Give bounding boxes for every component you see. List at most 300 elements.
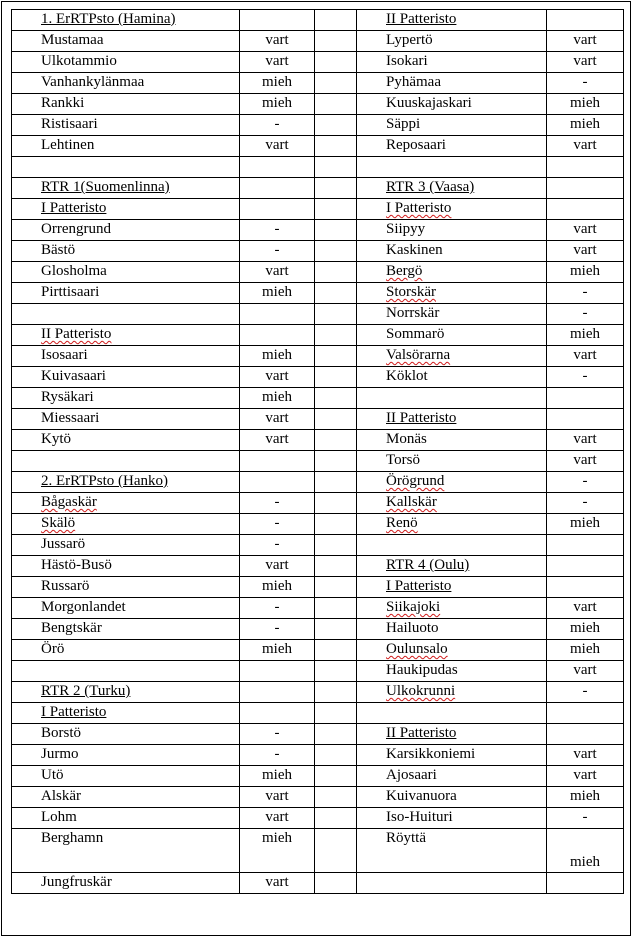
left-status-cell xyxy=(240,220,315,241)
right-status-cell xyxy=(547,136,624,157)
left-name-cell xyxy=(12,430,240,451)
table-row xyxy=(12,682,624,703)
left-status-cell xyxy=(240,10,315,31)
left-location-name: Ristisaari xyxy=(41,116,98,132)
left-status-cell xyxy=(240,241,315,262)
right-name-cell xyxy=(357,325,547,346)
left-status-cell xyxy=(240,31,315,52)
table-row xyxy=(12,409,624,430)
right-location-name: Lypertö xyxy=(386,32,433,48)
right-name-cell xyxy=(357,535,547,556)
right-status-cell xyxy=(547,535,624,556)
table-row xyxy=(12,346,624,367)
left-status-value: mieh xyxy=(262,284,292,300)
spacer-cell xyxy=(315,388,357,409)
spacer-cell xyxy=(315,873,357,894)
left-location-name: Jurmo xyxy=(41,746,79,762)
right-name-cell xyxy=(357,577,547,598)
left-status-value: mieh xyxy=(262,767,292,783)
spacer-cell xyxy=(315,52,357,73)
table-row xyxy=(12,598,624,619)
left-location-name: Glosholma xyxy=(41,263,107,279)
right-location-name: Bergö xyxy=(386,263,423,279)
left-section-heading: II Patteristo xyxy=(41,326,112,342)
spacer-cell xyxy=(315,766,357,787)
right-name-cell xyxy=(357,430,547,451)
spacer-cell xyxy=(315,115,357,136)
left-name-cell xyxy=(12,409,240,430)
spacer-cell xyxy=(315,703,357,724)
spacer-cell xyxy=(315,598,357,619)
spacer-cell xyxy=(315,472,357,493)
right-status-value: mieh xyxy=(570,620,600,636)
left-location-name: Skälö xyxy=(41,515,76,531)
left-status-value: - xyxy=(274,599,280,615)
right-status-value: - xyxy=(582,74,588,90)
left-status-cell xyxy=(240,829,315,873)
left-location-name: Örö xyxy=(41,641,65,657)
right-name-cell xyxy=(357,766,547,787)
right-status-cell xyxy=(547,472,624,493)
right-location-name: Kuuskajaskari xyxy=(386,95,472,111)
left-name-cell xyxy=(12,94,240,115)
left-name-cell xyxy=(12,451,240,472)
right-status-value: vart xyxy=(573,242,597,258)
spacer-cell xyxy=(315,304,357,325)
left-status-value: - xyxy=(274,725,280,741)
left-status-cell xyxy=(240,115,315,136)
left-name-cell xyxy=(12,556,240,577)
table-row xyxy=(12,304,624,325)
spacer-cell xyxy=(315,73,357,94)
left-status-cell xyxy=(240,430,315,451)
spacer-cell xyxy=(315,157,357,178)
left-status-cell xyxy=(240,451,315,472)
left-name-cell xyxy=(12,136,240,157)
right-status-cell xyxy=(547,346,624,367)
table-row xyxy=(12,262,624,283)
right-status-cell xyxy=(547,388,624,409)
left-section-heading: RTR 1(Suomenlinna) xyxy=(41,179,170,195)
left-name-cell xyxy=(12,493,240,514)
right-location-name: Kuivanuora xyxy=(386,788,457,804)
left-name-cell xyxy=(12,304,240,325)
spacer-cell xyxy=(315,619,357,640)
right-status-cell xyxy=(547,73,624,94)
right-location-name: Röyttä xyxy=(386,830,426,846)
table-row xyxy=(12,640,624,661)
right-name-cell xyxy=(357,367,547,388)
left-status-value: - xyxy=(274,746,280,762)
right-name-cell xyxy=(357,829,547,873)
right-status-value: mieh xyxy=(570,263,600,279)
spacer-cell xyxy=(315,556,357,577)
right-location-name: Ulkokrunni xyxy=(386,683,456,699)
left-name-cell xyxy=(12,199,240,220)
right-status-cell xyxy=(547,430,624,451)
table-row xyxy=(12,178,624,199)
right-status-cell xyxy=(547,409,624,430)
spacer-cell xyxy=(315,787,357,808)
right-location-name: Hailuoto xyxy=(386,620,439,636)
right-name-cell xyxy=(357,409,547,430)
right-name-cell xyxy=(357,220,547,241)
spacer-cell xyxy=(315,346,357,367)
left-location-name: Orrengrund xyxy=(41,221,111,237)
left-status-cell xyxy=(240,136,315,157)
table-row xyxy=(12,220,624,241)
left-name-cell xyxy=(12,873,240,894)
right-status-value: mieh xyxy=(570,515,600,531)
right-name-cell xyxy=(357,873,547,894)
right-status-value: vart xyxy=(573,347,597,363)
table-row xyxy=(12,451,624,472)
right-name-cell xyxy=(357,619,547,640)
left-name-cell xyxy=(12,808,240,829)
left-name-cell xyxy=(12,157,240,178)
left-location-name: Bengtskär xyxy=(41,620,102,636)
left-location-name: Hästö-Busö xyxy=(41,557,112,573)
right-section-heading: II Patteristo xyxy=(386,725,457,741)
right-status-cell xyxy=(547,220,624,241)
left-status-value: vart xyxy=(265,137,289,153)
spacer-cell xyxy=(315,220,357,241)
right-name-cell xyxy=(357,787,547,808)
left-location-name: Alskär xyxy=(41,788,81,804)
spacer-cell xyxy=(315,10,357,31)
fortress-battery-table xyxy=(11,9,624,894)
right-status-cell xyxy=(547,367,624,388)
right-status-cell xyxy=(547,598,624,619)
left-name-cell xyxy=(12,619,240,640)
left-status-cell xyxy=(240,556,315,577)
right-status-value: mieh xyxy=(570,641,600,657)
table-row xyxy=(12,31,624,52)
right-section-heading: II Patteristo xyxy=(386,410,457,426)
right-name-cell xyxy=(357,283,547,304)
left-name-cell xyxy=(12,220,240,241)
left-location-name: Bästö xyxy=(41,242,76,258)
right-status-cell xyxy=(547,703,624,724)
right-location-name: Siipyy xyxy=(386,221,426,237)
right-status-value: - xyxy=(582,809,588,825)
right-location-name: Norrskär xyxy=(386,305,440,321)
table-row xyxy=(12,556,624,577)
table-row xyxy=(12,136,624,157)
left-status-cell xyxy=(240,577,315,598)
left-status-value: mieh xyxy=(262,578,292,594)
right-status-cell xyxy=(547,304,624,325)
right-location-name: Köklot xyxy=(386,368,428,384)
table-row xyxy=(12,52,624,73)
right-name-cell xyxy=(357,157,547,178)
left-name-cell xyxy=(12,10,240,31)
table-row xyxy=(12,430,624,451)
right-location-name: Valsörarna xyxy=(386,347,451,363)
left-status-cell xyxy=(240,472,315,493)
right-status-value: mieh xyxy=(570,116,600,132)
left-status-cell xyxy=(240,724,315,745)
left-status-cell xyxy=(240,682,315,703)
spacer-cell xyxy=(315,745,357,766)
left-location-name: Rysäkari xyxy=(41,389,94,405)
right-status-value: mieh xyxy=(570,95,600,111)
left-location-name: Jungfruskär xyxy=(41,874,112,890)
right-status-cell xyxy=(547,241,624,262)
table-row xyxy=(12,661,624,682)
right-name-cell xyxy=(357,136,547,157)
left-status-cell xyxy=(240,325,315,346)
left-status-value: vart xyxy=(265,410,289,426)
spacer-cell xyxy=(315,493,357,514)
left-section-heading: 2. ErRTPsto (Hanko) xyxy=(41,473,169,489)
left-name-cell xyxy=(12,346,240,367)
spacer-cell xyxy=(315,367,357,388)
table-row xyxy=(12,787,624,808)
right-status-value: vart xyxy=(573,767,597,783)
left-name-cell xyxy=(12,682,240,703)
right-section-heading: RTR 3 (Vaasa) xyxy=(386,179,475,195)
right-name-cell xyxy=(357,346,547,367)
left-status-cell xyxy=(240,787,315,808)
right-status-value: - xyxy=(582,305,588,321)
left-status-value: vart xyxy=(265,874,289,890)
spacer-cell xyxy=(315,661,357,682)
left-status-value: mieh xyxy=(262,641,292,657)
right-name-cell xyxy=(357,472,547,493)
right-status-cell xyxy=(547,873,624,894)
spacer-cell xyxy=(315,451,357,472)
spacer-cell xyxy=(315,283,357,304)
right-name-cell xyxy=(357,52,547,73)
left-status-cell xyxy=(240,73,315,94)
table-row xyxy=(12,535,624,556)
spacer-cell xyxy=(315,430,357,451)
spacer-cell xyxy=(315,535,357,556)
right-status-value: vart xyxy=(573,32,597,48)
right-status-cell xyxy=(547,619,624,640)
spacer-cell xyxy=(315,178,357,199)
left-status-cell xyxy=(240,262,315,283)
left-status-value: - xyxy=(274,242,280,258)
left-name-cell xyxy=(12,787,240,808)
right-name-cell xyxy=(357,388,547,409)
left-section-heading: 1. ErRTPsto (Hamina) xyxy=(41,11,176,27)
spacer-cell xyxy=(315,682,357,703)
right-location-name: Pyhämaa xyxy=(386,74,441,90)
right-status-cell xyxy=(547,787,624,808)
right-status-cell xyxy=(547,682,624,703)
left-status-cell xyxy=(240,598,315,619)
left-location-name: Miessaari xyxy=(41,410,100,426)
right-status-cell xyxy=(547,178,624,199)
right-name-cell xyxy=(357,94,547,115)
right-name-cell xyxy=(357,115,547,136)
spacer-cell xyxy=(315,577,357,598)
right-name-cell xyxy=(357,640,547,661)
table-row xyxy=(12,73,624,94)
left-status-value: vart xyxy=(265,32,289,48)
right-status-value: vart xyxy=(573,221,597,237)
right-name-cell xyxy=(357,10,547,31)
right-section-heading: I Patteristo xyxy=(386,200,452,216)
right-status-value: - xyxy=(582,368,588,384)
left-status-value: mieh xyxy=(262,830,292,846)
right-name-cell xyxy=(357,808,547,829)
right-status-value: vart xyxy=(573,662,597,678)
left-location-name: Borstö xyxy=(41,725,82,741)
table-row xyxy=(12,745,624,766)
right-status-value: vart xyxy=(573,53,597,69)
right-status-value: mieh xyxy=(570,854,600,870)
left-status-cell xyxy=(240,640,315,661)
left-name-cell xyxy=(12,367,240,388)
right-section-heading: II Patteristo xyxy=(386,11,457,27)
right-status-value: - xyxy=(582,683,588,699)
right-status-value: - xyxy=(582,473,588,489)
left-location-name: Mustamaa xyxy=(41,32,104,48)
table-row xyxy=(12,325,624,346)
right-name-cell xyxy=(357,661,547,682)
spacer-cell xyxy=(315,241,357,262)
right-name-cell xyxy=(357,598,547,619)
right-status-value: mieh xyxy=(570,326,600,342)
right-name-cell xyxy=(357,241,547,262)
left-name-cell xyxy=(12,724,240,745)
left-name-cell xyxy=(12,388,240,409)
left-name-cell xyxy=(12,598,240,619)
left-section-heading: I Patteristo xyxy=(41,200,107,216)
left-location-name: Jussarö xyxy=(41,536,86,552)
left-name-cell xyxy=(12,535,240,556)
right-status-cell xyxy=(547,262,624,283)
right-location-name: Kallskär xyxy=(386,494,437,510)
left-location-name: Rankki xyxy=(41,95,85,111)
right-location-name: Karsikkoniemi xyxy=(386,746,476,762)
left-status-cell xyxy=(240,52,315,73)
table-row xyxy=(12,115,624,136)
right-status-cell xyxy=(547,556,624,577)
left-status-cell xyxy=(240,178,315,199)
left-location-name: Vanhankylänmaa xyxy=(41,74,145,90)
table-row xyxy=(12,94,624,115)
right-status-cell xyxy=(547,283,624,304)
right-status-value: vart xyxy=(573,599,597,615)
right-status-value: - xyxy=(582,494,588,510)
left-status-value: mieh xyxy=(262,74,292,90)
left-name-cell xyxy=(12,577,240,598)
left-status-cell xyxy=(240,873,315,894)
right-location-name: Kaskinen xyxy=(386,242,443,258)
left-name-cell xyxy=(12,514,240,535)
table-row xyxy=(12,577,624,598)
table-row xyxy=(12,472,624,493)
right-location-name: Storskär xyxy=(386,284,436,300)
left-name-cell xyxy=(12,325,240,346)
spacer-cell xyxy=(315,640,357,661)
right-status-cell xyxy=(547,514,624,535)
left-location-name: Pirttisaari xyxy=(41,284,100,300)
left-status-cell xyxy=(240,619,315,640)
spacer-cell xyxy=(315,724,357,745)
right-status-cell xyxy=(547,52,624,73)
left-section-heading: RTR 2 (Turku) xyxy=(41,683,131,699)
spacer-cell xyxy=(315,136,357,157)
right-status-cell xyxy=(547,115,624,136)
left-status-value: mieh xyxy=(262,389,292,405)
left-name-cell xyxy=(12,829,240,873)
left-name-cell xyxy=(12,241,240,262)
table-row xyxy=(12,703,624,724)
right-status-value: vart xyxy=(573,452,597,468)
table-row xyxy=(12,766,624,787)
left-status-value: - xyxy=(274,515,280,531)
right-location-name: Örögrund xyxy=(386,473,445,489)
left-location-name: Bågaskär xyxy=(41,494,97,510)
right-status-cell xyxy=(547,157,624,178)
right-location-name: Iso-Huituri xyxy=(386,809,453,825)
right-status-cell xyxy=(547,451,624,472)
left-name-cell xyxy=(12,766,240,787)
right-status-value: - xyxy=(582,284,588,300)
right-status-cell xyxy=(547,766,624,787)
right-name-cell xyxy=(357,262,547,283)
table-row xyxy=(12,241,624,262)
right-status-value: vart xyxy=(573,746,597,762)
left-name-cell xyxy=(12,640,240,661)
right-status-value: vart xyxy=(573,137,597,153)
right-location-name: Haukipudas xyxy=(386,662,458,678)
left-name-cell xyxy=(12,31,240,52)
left-status-value: vart xyxy=(265,431,289,447)
right-status-cell xyxy=(547,10,624,31)
right-name-cell xyxy=(357,682,547,703)
table-row xyxy=(12,493,624,514)
right-location-name: Reposaari xyxy=(386,137,446,153)
left-location-name: Berghamn xyxy=(41,830,104,846)
left-location-name: Ulkotammio xyxy=(41,53,117,69)
right-status-cell xyxy=(547,31,624,52)
right-status-value: vart xyxy=(573,431,597,447)
left-location-name: Utö xyxy=(41,767,64,783)
right-status-cell xyxy=(547,829,624,873)
left-name-cell xyxy=(12,283,240,304)
right-name-cell xyxy=(357,493,547,514)
left-location-name: Kuivasaari xyxy=(41,368,106,384)
right-name-cell xyxy=(357,556,547,577)
left-status-cell xyxy=(240,493,315,514)
left-status-value: - xyxy=(274,494,280,510)
document-frame xyxy=(1,1,631,936)
left-location-name: Morgonlandet xyxy=(41,599,126,615)
left-status-cell xyxy=(240,703,315,724)
right-status-cell xyxy=(547,640,624,661)
right-name-cell xyxy=(357,178,547,199)
table-row xyxy=(12,199,624,220)
spacer-cell xyxy=(315,262,357,283)
left-status-value: vart xyxy=(265,788,289,804)
right-status-cell xyxy=(547,577,624,598)
left-status-value: mieh xyxy=(262,95,292,111)
left-status-cell xyxy=(240,94,315,115)
table-row xyxy=(12,367,624,388)
left-status-value: - xyxy=(274,221,280,237)
table-row xyxy=(12,808,624,829)
left-name-cell xyxy=(12,472,240,493)
right-name-cell xyxy=(357,724,547,745)
right-location-name: Isokari xyxy=(386,53,428,69)
table-row xyxy=(12,388,624,409)
